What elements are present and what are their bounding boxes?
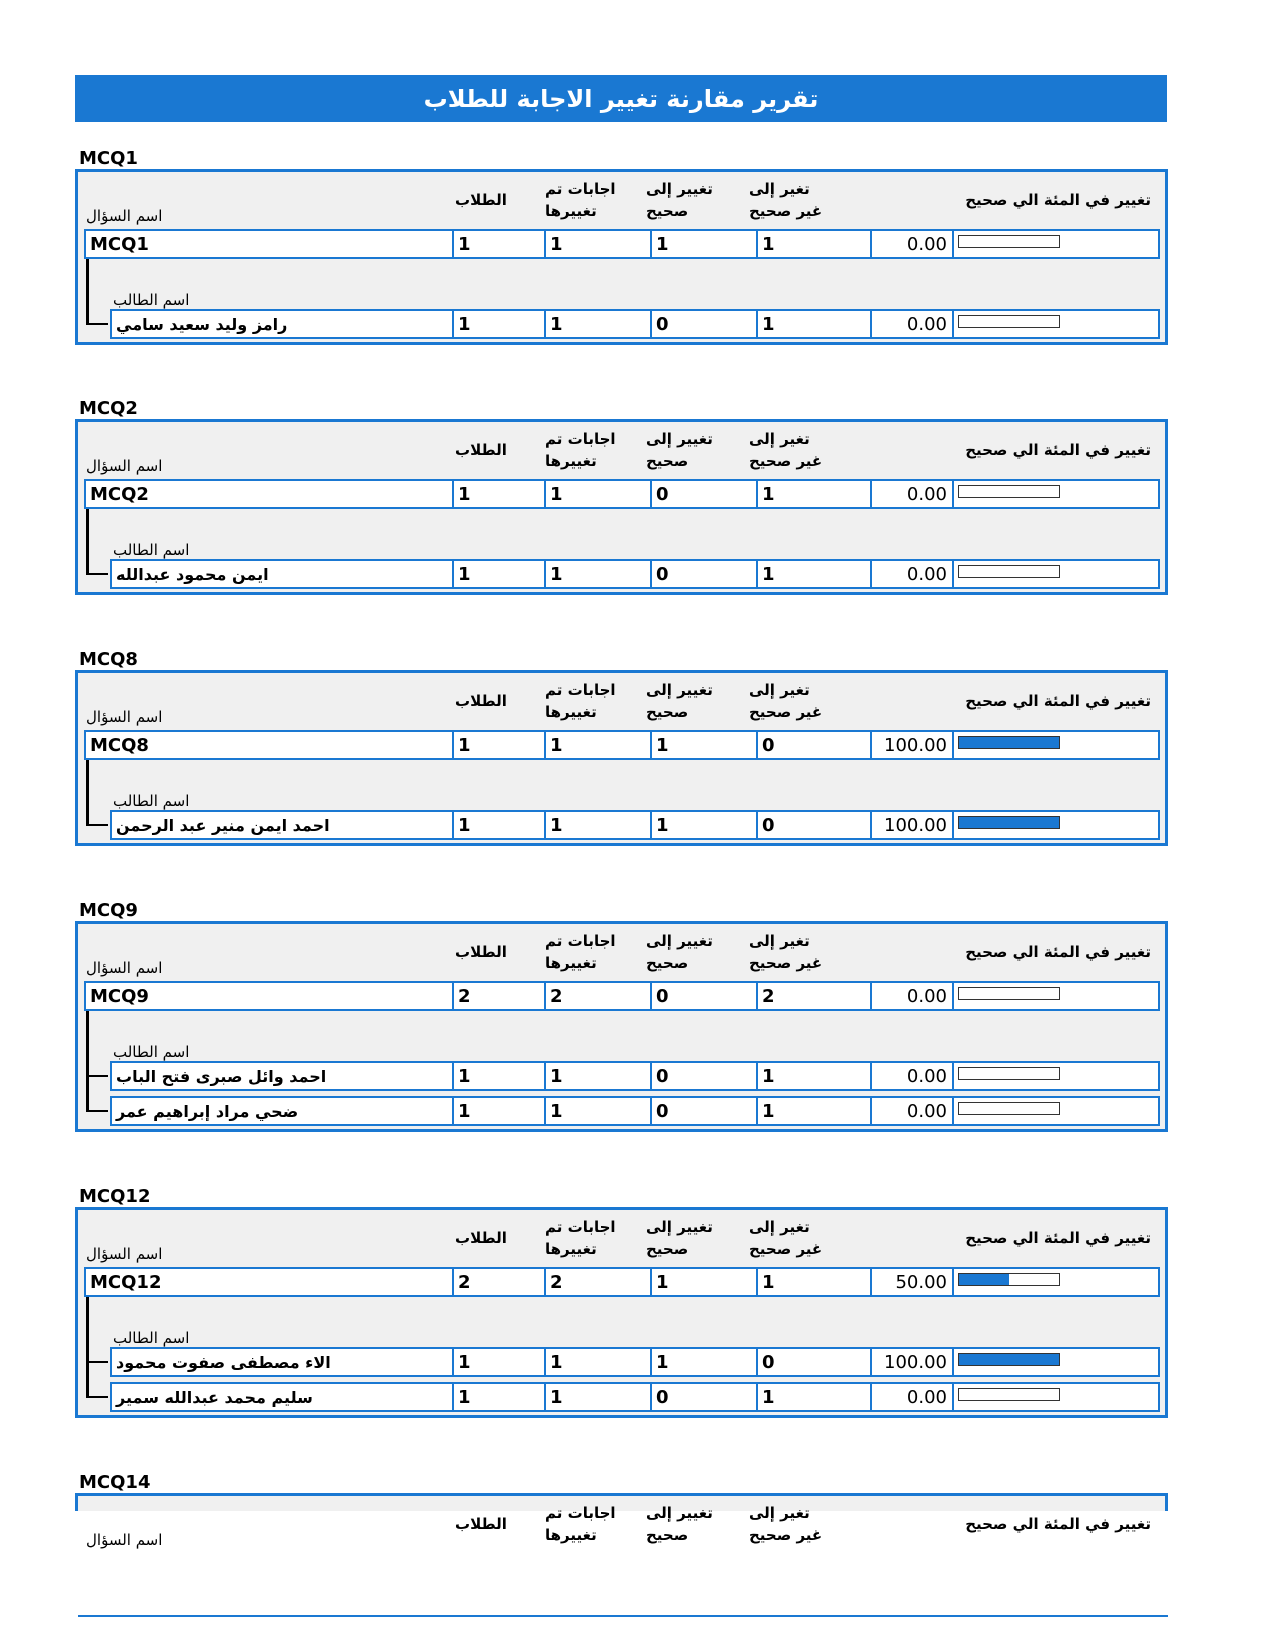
- report-title: تقرير مقارنة تغيير الاجابة للطلاب: [75, 75, 1167, 122]
- changed-cell: 1: [546, 311, 652, 337]
- header-percent-to-correct: تغيير في المئة الي صحيح: [965, 441, 1151, 459]
- bar-cell: [954, 732, 1158, 758]
- header-to-correct-2: صحيح: [646, 202, 689, 220]
- changed-cell: 1: [546, 812, 652, 838]
- header-changed-1: اجابات تم: [545, 430, 616, 448]
- header-changed-1: اجابات تم: [545, 932, 616, 950]
- percent-bar-fill: [959, 817, 1059, 828]
- to-correct-cell: 0: [652, 561, 758, 587]
- percent-bar: [958, 736, 1060, 749]
- to-incorrect-cell: 0: [758, 1349, 872, 1375]
- header-changed-1: اجابات تم: [545, 1218, 616, 1236]
- percent-bar: [958, 235, 1060, 248]
- to-correct-cell: 0: [652, 1098, 758, 1124]
- header-to-correct-1: تغيير إلى: [646, 180, 713, 198]
- section-label: MCQ9: [79, 900, 138, 921]
- bar-cell: [954, 1349, 1158, 1375]
- tree-connector-branch: [86, 1075, 108, 1077]
- percent-cell: 50.00: [872, 1269, 954, 1295]
- to-incorrect-cell: 0: [758, 812, 872, 838]
- percent-cell: 0.00: [872, 1098, 954, 1124]
- changed-cell: 1: [546, 231, 652, 257]
- header-question-name: اسم السؤال: [86, 207, 163, 225]
- question-frame: [75, 1207, 1168, 1418]
- to-incorrect-cell: 1: [758, 231, 872, 257]
- to-correct-cell: 1: [652, 812, 758, 838]
- header-changed-2: تغييرها: [545, 202, 597, 220]
- header-percent-to-correct: تغيير في المئة الي صحيح: [965, 692, 1151, 710]
- student-row: [110, 1382, 1160, 1412]
- to-correct-cell: 0: [652, 481, 758, 507]
- percent-bar: [958, 1067, 1060, 1080]
- header-student-name: اسم الطالب: [113, 541, 190, 559]
- name-cell: ايمن محمود عبدالله: [112, 561, 454, 587]
- header-changed-1: اجابات تم: [545, 681, 616, 699]
- header-to-correct-2: صحيح: [646, 703, 689, 721]
- header-changed-2: تغييرها: [545, 703, 597, 721]
- question-row: [84, 479, 1160, 509]
- question-row: [84, 229, 1160, 259]
- to-incorrect-cell: 1: [758, 481, 872, 507]
- bar-cell: [954, 231, 1158, 257]
- section-label: MCQ8: [79, 649, 138, 670]
- student-row: [110, 1096, 1160, 1126]
- students-cell: 1: [454, 481, 546, 507]
- name-cell: سليم محمد عبدالله سمير: [112, 1384, 454, 1410]
- students-cell: 1: [454, 1384, 546, 1410]
- percent-cell: 0.00: [872, 1384, 954, 1410]
- header-question-name: اسم السؤال: [86, 708, 163, 726]
- to-correct-cell: 1: [652, 231, 758, 257]
- header-to-incorrect-1: تغير إلى: [749, 430, 810, 448]
- header-to-correct-2: صحيح: [646, 954, 689, 972]
- header-students: الطلاب: [455, 943, 507, 961]
- bar-cell: [954, 481, 1158, 507]
- changed-cell: 1: [546, 561, 652, 587]
- student-row: [110, 1061, 1160, 1091]
- section-label: MCQ1: [79, 148, 138, 169]
- to-correct-cell: 0: [652, 1384, 758, 1410]
- percent-cell: 100.00: [872, 812, 954, 838]
- header-student-name: اسم الطالب: [113, 1043, 190, 1061]
- tree-connector-vertical: [86, 259, 89, 324]
- header-question-name: اسم السؤال: [86, 457, 163, 475]
- bar-cell: [954, 812, 1158, 838]
- tree-connector-branch: [86, 323, 108, 325]
- to-incorrect-cell: 0: [758, 732, 872, 758]
- changed-cell: 2: [546, 1269, 652, 1295]
- to-incorrect-cell: 1: [758, 561, 872, 587]
- question-row: [84, 1267, 1160, 1297]
- students-cell: 1: [454, 732, 546, 758]
- percent-bar-fill: [959, 1274, 1009, 1285]
- bar-cell: [954, 1269, 1158, 1295]
- changed-cell: 1: [546, 1098, 652, 1124]
- header-to-incorrect-1: تغير إلى: [749, 180, 810, 198]
- header-to-correct-1: تغيير إلى: [646, 681, 713, 699]
- header-students: الطلاب: [455, 1515, 507, 1533]
- student-row: [110, 559, 1160, 589]
- percent-bar-fill: [959, 737, 1059, 748]
- percent-bar: [958, 1102, 1060, 1115]
- question-frame: [75, 419, 1168, 595]
- bar-cell: [954, 561, 1158, 587]
- to-incorrect-cell: 2: [758, 983, 872, 1009]
- header-to-correct-2: صحيح: [646, 452, 689, 470]
- header-changed-2: تغييرها: [545, 1240, 597, 1258]
- students-cell: 1: [454, 231, 546, 257]
- header-changed-1: اجابات تم: [545, 180, 616, 198]
- to-correct-cell: 1: [652, 732, 758, 758]
- percent-cell: 0.00: [872, 231, 954, 257]
- changed-cell: 1: [546, 1349, 652, 1375]
- header-percent-to-correct: تغيير في المئة الي صحيح: [965, 1515, 1151, 1533]
- percent-cell: 0.00: [872, 561, 954, 587]
- header-to-correct-1: تغيير إلى: [646, 1218, 713, 1236]
- header-to-incorrect-1: تغير إلى: [749, 1218, 810, 1236]
- changed-cell: 2: [546, 983, 652, 1009]
- to-correct-cell: 0: [652, 311, 758, 337]
- to-incorrect-cell: 1: [758, 1063, 872, 1089]
- tree-connector-branch: [86, 1396, 108, 1398]
- name-cell: الاء مصطفى صفوت محمود: [112, 1349, 454, 1375]
- percent-bar: [958, 315, 1060, 328]
- header-to-incorrect-2: غير صحيح: [749, 202, 823, 220]
- tree-connector-branch: [86, 1361, 108, 1363]
- students-cell: 1: [454, 1349, 546, 1375]
- header-students: الطلاب: [455, 191, 507, 209]
- percent-bar: [958, 1273, 1060, 1286]
- header-to-incorrect-2: غير صحيح: [749, 703, 823, 721]
- percent-bar: [958, 485, 1060, 498]
- header-changed-2: تغييرها: [545, 452, 597, 470]
- bar-cell: [954, 1063, 1158, 1089]
- percent-bar: [958, 987, 1060, 1000]
- changed-cell: 1: [546, 481, 652, 507]
- header-students: الطلاب: [455, 692, 507, 710]
- tree-connector-branch: [86, 573, 108, 575]
- changed-cell: 1: [546, 1384, 652, 1410]
- header-changed-2: تغييرها: [545, 1526, 597, 1544]
- tree-connector-branch: [86, 824, 108, 826]
- header-changed-2: تغييرها: [545, 954, 597, 972]
- header-question-name: اسم السؤال: [86, 1531, 163, 1549]
- students-cell: 1: [454, 1063, 546, 1089]
- footer-divider: [78, 1615, 1168, 1617]
- tree-connector-vertical: [86, 760, 89, 825]
- header-to-correct-1: تغيير إلى: [646, 1504, 713, 1522]
- header-students: الطلاب: [455, 1229, 507, 1247]
- to-incorrect-cell: 1: [758, 1098, 872, 1124]
- question-frame: [75, 921, 1168, 1132]
- header-to-incorrect-1: تغير إلى: [749, 1504, 810, 1522]
- to-incorrect-cell: 1: [758, 1269, 872, 1295]
- bar-cell: [954, 983, 1158, 1009]
- header-to-correct-2: صحيح: [646, 1526, 689, 1544]
- percent-cell: 0.00: [872, 311, 954, 337]
- bar-cell: [954, 1098, 1158, 1124]
- percent-bar: [958, 816, 1060, 829]
- to-correct-cell: 1: [652, 1349, 758, 1375]
- changed-cell: 1: [546, 1063, 652, 1089]
- header-to-correct-2: صحيح: [646, 1240, 689, 1258]
- header-to-correct-1: تغيير إلى: [646, 430, 713, 448]
- header-student-name: اسم الطالب: [113, 1329, 190, 1347]
- students-cell: 1: [454, 311, 546, 337]
- percent-bar-fill: [959, 1354, 1059, 1365]
- name-cell: احمد ايمن منير عبد الرحمن: [112, 812, 454, 838]
- changed-cell: 1: [546, 732, 652, 758]
- percent-cell: 0.00: [872, 1063, 954, 1089]
- students-cell: 1: [454, 812, 546, 838]
- header-question-name: اسم السؤال: [86, 1245, 163, 1263]
- student-row: [110, 810, 1160, 840]
- header-students: الطلاب: [455, 441, 507, 459]
- header-to-incorrect-1: تغير إلى: [749, 932, 810, 950]
- students-cell: 2: [454, 1269, 546, 1295]
- question-row: [84, 981, 1160, 1011]
- student-row: [110, 309, 1160, 339]
- to-incorrect-cell: 1: [758, 311, 872, 337]
- students-cell: 1: [454, 561, 546, 587]
- section-label: MCQ14: [79, 1472, 151, 1493]
- header-question-name: اسم السؤال: [86, 959, 163, 977]
- question-frame: [75, 670, 1168, 846]
- percent-bar: [958, 565, 1060, 578]
- header-to-incorrect-1: تغير إلى: [749, 681, 810, 699]
- section-label: MCQ12: [79, 1186, 151, 1207]
- header-percent-to-correct: تغيير في المئة الي صحيح: [965, 1229, 1151, 1247]
- percent-cell: 100.00: [872, 1349, 954, 1375]
- name-cell: MCQ9: [86, 983, 454, 1009]
- question-frame: [75, 1493, 1168, 1549]
- percent-bar: [958, 1353, 1060, 1366]
- tree-connector-branch: [86, 1110, 108, 1112]
- name-cell: ضحي مراد إبراهيم عمر: [112, 1098, 454, 1124]
- to-correct-cell: 0: [652, 1063, 758, 1089]
- percent-bar: [958, 1388, 1060, 1401]
- question-frame: [75, 169, 1168, 345]
- header-student-name: اسم الطالب: [113, 792, 190, 810]
- header-student-name: اسم الطالب: [113, 291, 190, 309]
- name-cell: MCQ8: [86, 732, 454, 758]
- name-cell: MCQ12: [86, 1269, 454, 1295]
- name-cell: رامز وليد سعيد سامي: [112, 311, 454, 337]
- to-incorrect-cell: 1: [758, 1384, 872, 1410]
- header-percent-to-correct: تغيير في المئة الي صحيح: [965, 191, 1151, 209]
- bar-cell: [954, 1384, 1158, 1410]
- header-changed-1: اجابات تم: [545, 1504, 616, 1522]
- header-percent-to-correct: تغيير في المئة الي صحيح: [965, 943, 1151, 961]
- bar-cell: [954, 311, 1158, 337]
- percent-cell: 0.00: [872, 481, 954, 507]
- percent-cell: 100.00: [872, 732, 954, 758]
- name-cell: MCQ2: [86, 481, 454, 507]
- to-correct-cell: 1: [652, 1269, 758, 1295]
- students-cell: 1: [454, 1098, 546, 1124]
- student-row: [110, 1347, 1160, 1377]
- header-to-correct-1: تغيير إلى: [646, 932, 713, 950]
- name-cell: احمد وائل صبرى فتح الباب: [112, 1063, 454, 1089]
- section-label: MCQ2: [79, 398, 138, 419]
- header-to-incorrect-2: غير صحيح: [749, 1240, 823, 1258]
- percent-cell: 0.00: [872, 983, 954, 1009]
- students-cell: 2: [454, 983, 546, 1009]
- header-to-incorrect-2: غير صحيح: [749, 452, 823, 470]
- tree-connector-vertical: [86, 1011, 89, 1111]
- header-to-incorrect-2: غير صحيح: [749, 1526, 823, 1544]
- tree-connector-vertical: [86, 1297, 89, 1397]
- question-row: [84, 730, 1160, 760]
- to-correct-cell: 0: [652, 983, 758, 1009]
- header-to-incorrect-2: غير صحيح: [749, 954, 823, 972]
- tree-connector-vertical: [86, 509, 89, 574]
- name-cell: MCQ1: [86, 231, 454, 257]
